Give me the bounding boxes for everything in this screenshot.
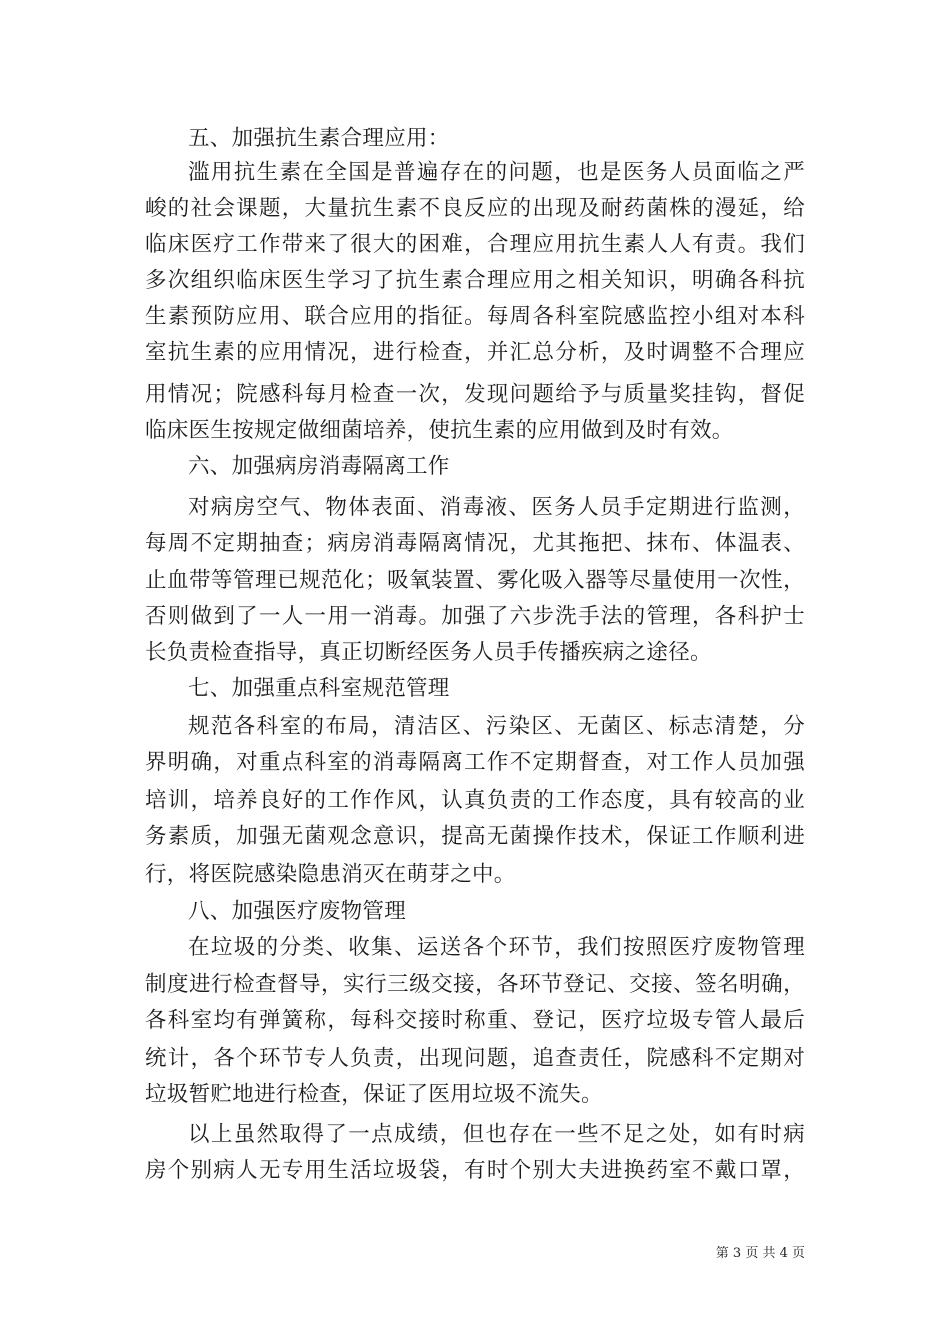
- section-8-line: 垃圾暂贮地进行检查，保证了医用垃圾不流失。: [145, 1082, 603, 1107]
- section-8-line: 各科室均有弹簧称，每科交接时称重、登记，医疗垃圾专管人最后: [145, 1008, 805, 1033]
- section-5-line: 多次组织临床医生学习了抗生素合理应用之相关知识，明确各科抗: [145, 268, 805, 293]
- closing-line: 以上虽然取得了一点成绩，但也存在一些不足之处，如有时病: [188, 1122, 805, 1147]
- section-7-heading: 七、加强重点科室规范管理: [188, 676, 450, 701]
- section-6-heading: 六、加强病房消毒隔离工作: [188, 454, 450, 479]
- section-6-line: 每周不定期抽查；病房消毒隔离情况，尤其拖把、抹布、体温表、: [145, 531, 805, 556]
- section-8-line: 在垃圾的分类、收集、运送各个环节，我们按照医疗废物管理: [188, 935, 805, 960]
- section-7-line: 行，将医院感染隐患消灭在萌芽之中。: [145, 862, 516, 887]
- section-6-line: 止血带等管理已规范化；吸氧装置、雾化吸入器等尽量使用一次性，: [145, 568, 805, 593]
- section-7-line: 界明确，对重点科室的消毒隔离工作不定期督查，对工作人员加强: [145, 750, 805, 775]
- section-6-line: 否则做到了一人一用一消毒。加强了六步洗手法的管理，各科护士: [145, 604, 805, 629]
- section-5-line: 峻的社会课题，大量抗生素不良反应的出现及耐药菌株的漫延，给: [145, 196, 805, 221]
- section-6-line: 对病房空气、物体表面、消毒液、医务人员手定期进行监测，: [188, 495, 805, 520]
- section-5-heading: 五、加强抗生素合理应用：: [188, 126, 450, 151]
- section-5-line: 生素预防应用、联合应用的指征。每周各科室院感监控小组对本科: [145, 304, 805, 329]
- section-8-heading: 八、加强医疗废物管理: [188, 899, 407, 924]
- section-5-line: 临床医生按规定做细菌培养，使抗生素的应用做到及时有效。: [145, 418, 734, 443]
- section-8-line: 统计，各个环节专人负责，出现问题，追查责任，院感科不定期对: [145, 1046, 805, 1071]
- section-7-line: 务素质，加强无菌观念意识，提高无菌操作技术，保证工作顺利进: [145, 824, 805, 849]
- section-7-line: 培训，培养良好的工作作风，认真负责的工作态度，具有较高的业: [145, 788, 805, 813]
- section-7-line: 规范各科室的布局，清洁区、污染区、无菌区、标志清楚，分: [188, 714, 805, 739]
- section-5-line: 室抗生素的应用情况，进行检查，并汇总分析，及时调整不合理应: [145, 340, 805, 365]
- section-5-line: 临床医疗工作带来了很大的困难，合理应用抗生素人人有责。我们: [145, 232, 805, 257]
- section-6-line: 长负责检查指导，真正切断经医务人员手传播疾病之途径。: [145, 640, 712, 665]
- section-5-line: 滥用抗生素在全国是普遍存在的问题，也是医务人员面临之严: [188, 160, 805, 185]
- section-5-line: 用情况；院感科每月检查一次，发现问题给予与质量奖挂钩，督促: [145, 382, 805, 407]
- page-number: 第 3 页 共 4 页: [715, 1246, 805, 1261]
- closing-line: 房个别病人无专用生活垃圾袋，有时个别大夫进换药室不戴口罩，: [145, 1158, 805, 1183]
- section-8-line: 制度进行检查督导，实行三级交接，各环节登记、交接、签名明确，: [145, 972, 805, 997]
